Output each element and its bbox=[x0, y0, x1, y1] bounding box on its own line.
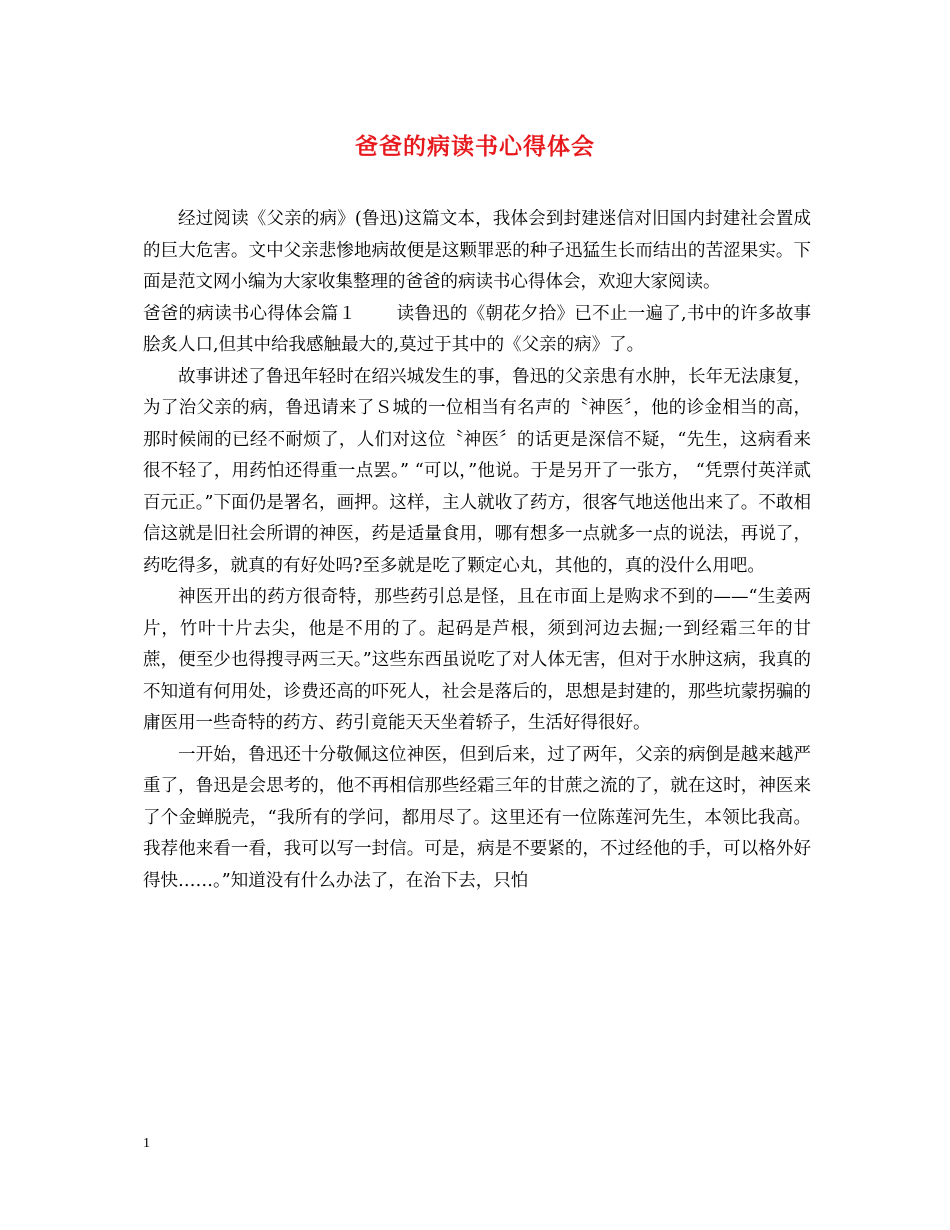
section-first-text: 读鲁迅的《朝花夕拾》已不止一遍了,书中的许多故事脍炙人口,但其中给我感触最大的,莫过于其中的《父亲的病》了。 bbox=[143, 303, 811, 355]
document-title: 爸爸的病读书心得体会 bbox=[355, 133, 595, 160]
page-number: 1 bbox=[143, 1136, 150, 1151]
body-paragraph-3: 一开始，鲁迅还十分敬佩这位神医，但到后来，过了两年，父亲的病倒是越来越严重了，鲁迅是会思考的，他不再相信那些经霜三年的甘蔗之流的了，就在这时，神医来了个金蝉脱壳，“我所有的学问，都用尽了。这里还有一位陈莲河先生，本领比我高。我荐他来看一看，我可以写一封信。可是，病是不要紧的，不过经他的手，可以格外好得快……。”知道没有什么办法了，在治下去，只怕 bbox=[143, 744, 811, 891]
document-body bbox=[143, 204, 811, 897]
section-paragraph bbox=[143, 299, 811, 362]
body-paragraph-2: 神医开出的药方很奇特，那些药引总是怪，且在市面上是购求不到的——“生姜两片，竹叶十片去尖，他是不用的了。起码是芦根，须到河边去掘;一到经霜三年的甘蔗，便至少也得搜寻两三天。”这些东西虽说吃了对人体无害，但对于水肿这病，我真的不知道有何用处，诊费还高的吓死人，社会是落后的，思想是封建的，那些坑蒙拐骗的庸医用一些奇特的药方、药引竟能天天坐着轿子，生活好得很好。 bbox=[143, 587, 811, 733]
section-heading: 爸爸的病读书心得体会篇１ bbox=[143, 303, 357, 324]
body-paragraph-1: 故事讲述了鲁迅年轻时在绍兴城发生的事，鲁迅的父亲患有水肿，长年无法康复，为了治父亲的病，鲁迅请来了Ｓ城的一位相当有名声的〝神医〞，他的诊金相当的高，那时候闹的已经不耐烦了，人们对这位〝神医〞的话更是深信不疑，“先生，这病看来很不轻了，用药怕还得重一点罢。” “可以，”他说。于是另开了一张方， “凭票付英洋贰百元正。”下面仍是署名，画押。这样，主人就收了药方，很客气地送他出来了。不敢相信这就是旧社会所谓的神医，药是适量食用，哪有想多一点就多一点的说法，再说了，药吃得多，就真的有好处吗?至多就是吃了颗定心丸，其他的，真的没什么用吧。 bbox=[143, 366, 811, 576]
intro-paragraph: 经过阅读《父亲的病》(鲁迅)这篇文本，我体会到封建迷信对旧国内封建社会置成的巨大危害。文中父亲悲惨地病故便是这颗罪恶的种子迅猛生长而结出的苦涩果实。下面是范文网小编为大家收集整理的爸爸的病读书心得体会，欢迎大家阅读。 bbox=[143, 209, 811, 292]
